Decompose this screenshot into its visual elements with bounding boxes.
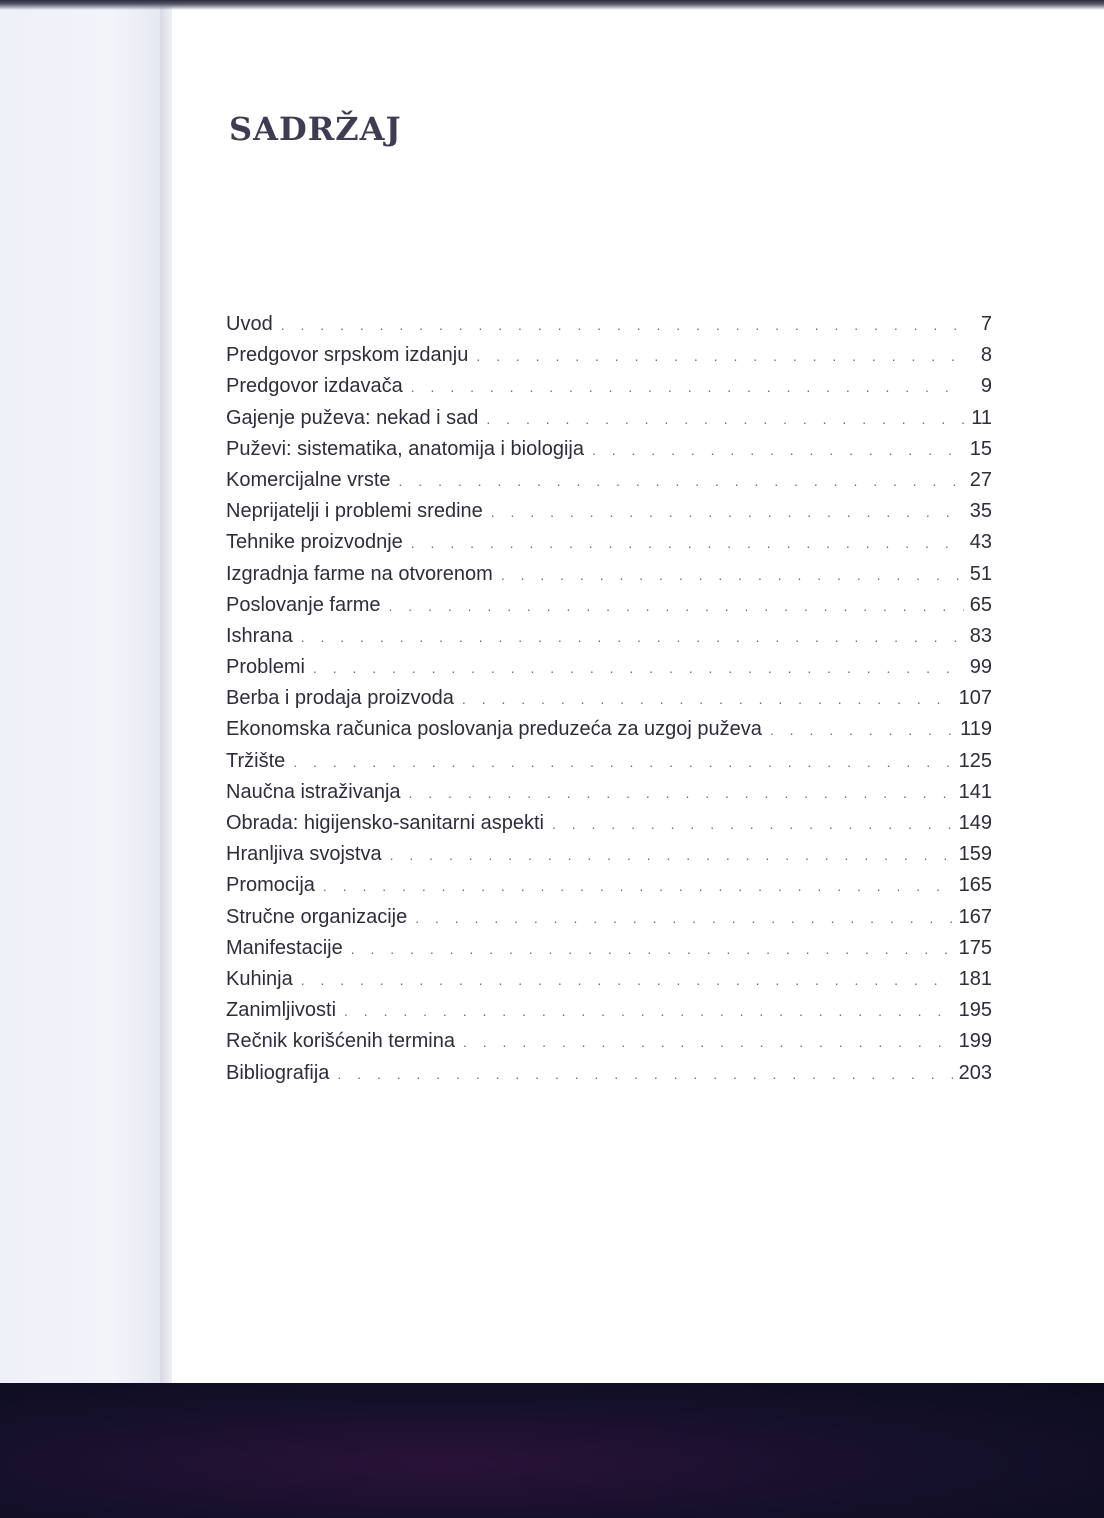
toc-entry-title: Problemi [226,656,305,679]
toc-entry-title: Puževi: sistematika, anatomija i biologija [226,437,584,460]
toc-dot-leader [313,653,964,684]
toc-entry [226,683,992,714]
toc-entry-title: Rečnik korišćenih termina [226,1030,455,1053]
toc-dot-leader [281,310,964,341]
toc-entry [226,403,992,434]
toc-entry-page-number: 199 [958,1030,992,1053]
toc-entry [226,496,992,527]
toc-entry [226,714,992,745]
toc-entry [226,995,992,1026]
toc-dot-leader [390,840,953,871]
toc-entry [226,746,992,777]
toc-entry [226,1026,992,1057]
toc-entry-page-number: 165 [958,874,992,897]
toc-entry-title: Naučna istraživanja [226,780,401,803]
toc-entry-page-number: 107 [958,687,992,710]
toc-entry-title: Gajenje puževa: nekad i sad [226,406,479,429]
toc-entry [226,902,992,933]
page-title: SADRŽAJ [229,110,402,148]
toc-entry-page-number: 149 [958,812,992,834]
toc-entry-page-number: 175 [958,936,992,959]
toc-entry-page-number: 43 [969,531,992,554]
toc-dot-leader [501,560,964,591]
toc-entry-page-number: 167 [958,905,992,928]
toc-entry-title: Neprijatelji i problemi sredine [226,500,483,523]
toc-entry-title: Komercijalne vrste [226,468,391,491]
toc-entry [226,933,992,964]
toc-entry [226,527,992,558]
toc-dot-leader [486,404,964,435]
toc-entry [226,870,992,901]
toc-dot-leader [476,341,964,372]
toc-entry-title: Ishrana [226,624,293,647]
toc-dot-leader [592,435,964,466]
toc-dot-leader [344,996,953,1027]
toc-entry [226,777,992,808]
toc-entry-page-number: 141 [958,780,992,803]
toc-entry-page-number: 159 [958,843,992,866]
toc-dot-leader [323,871,953,902]
toc-entry-title: Stručne organizacije [226,905,408,928]
toc-entry [226,340,992,371]
toc-entry-title: Manifestacije [226,936,343,959]
toc-entry-title: Hranljiva svojstva [226,843,382,866]
toc-dot-leader [301,965,953,996]
toc-dot-leader [462,684,953,715]
toc-entry-title: Bibliografija [226,1061,330,1084]
toc-entry [226,1058,992,1089]
toc-entry-page-number: 7 [980,313,992,335]
toc-dot-leader [463,1027,953,1058]
toc-entry-page-number: 181 [958,967,992,990]
toc-entry-title: Berba i prodaja proizvoda [226,687,454,710]
toc-entry [226,964,992,995]
toc-entry-title: Tehnike proizvodnje [226,531,403,554]
toc-dot-leader [491,497,964,528]
toc-dot-leader [351,934,953,965]
toc-dot-leader [770,715,954,746]
toc-entry-title: Izgradnja farme na otvorenom [226,562,493,585]
toc-entry-title: Promocija [226,874,315,897]
toc-entry [226,309,992,340]
toc-entry [226,465,992,496]
toc-entry [226,839,992,870]
toc-dot-leader [293,747,952,778]
toc-entry-page-number: 35 [969,500,992,523]
toc-dot-leader [415,903,952,934]
toc-entry-page-number: 119 [960,718,992,741]
toc-entry-title: Predgovor srpskom izdanju [226,344,469,367]
toc-entry [226,371,992,402]
toc-entry-page-number: 27 [969,468,992,491]
toc-entry-title: Kuhinja [226,967,293,990]
toc-dot-leader [389,591,964,622]
toc-dot-leader [411,528,964,559]
toc-entry [226,590,992,621]
toc-entry-page-number: 83 [969,624,992,647]
toc-entry-title: Uvod [226,313,273,335]
scanner-background [0,1383,1104,1518]
toc-entry-title: Predgovor izdavača [226,375,403,398]
toc-dot-leader [301,622,964,653]
toc-entry-title: Tržište [226,749,286,772]
toc-entry-page-number: 8 [980,344,992,367]
toc-entry-page-number: 9 [980,375,992,398]
toc-entry [226,559,992,590]
toc-entry-title: Poslovanje farme [226,593,381,616]
toc-dot-leader [399,466,964,497]
toc-entry-page-number: 125 [958,749,992,772]
facing-page-edge [0,0,160,1385]
table-of-contents [226,309,992,1089]
toc-entry-title: Ekonomska računica poslovanja preduzeća za uzgoj puževa [226,718,762,741]
toc-entry-page-number: 195 [958,999,992,1022]
toc-entry-page-number: 51 [969,562,992,585]
toc-dot-leader [411,372,964,403]
toc-entry [226,808,992,839]
toc-entry [226,434,992,465]
toc-entry-page-number: 65 [969,593,992,616]
toc-entry-page-number: 203 [958,1061,992,1084]
toc-entry [226,652,992,683]
toc-entry [226,621,992,652]
toc-entry-page-number: 11 [971,406,992,429]
toc-dot-leader [409,778,953,809]
toc-entry-title: Obrada: higijensko-sanitarni aspekti [226,812,544,834]
toc-entry-page-number: 15 [969,437,992,460]
toc-entry-title: Zanimljivosti [226,999,337,1022]
toc-dot-leader [337,1059,952,1090]
scan-top-edge [0,0,1104,10]
toc-entry-page-number: 99 [969,656,992,679]
toc-dot-leader [552,809,953,840]
